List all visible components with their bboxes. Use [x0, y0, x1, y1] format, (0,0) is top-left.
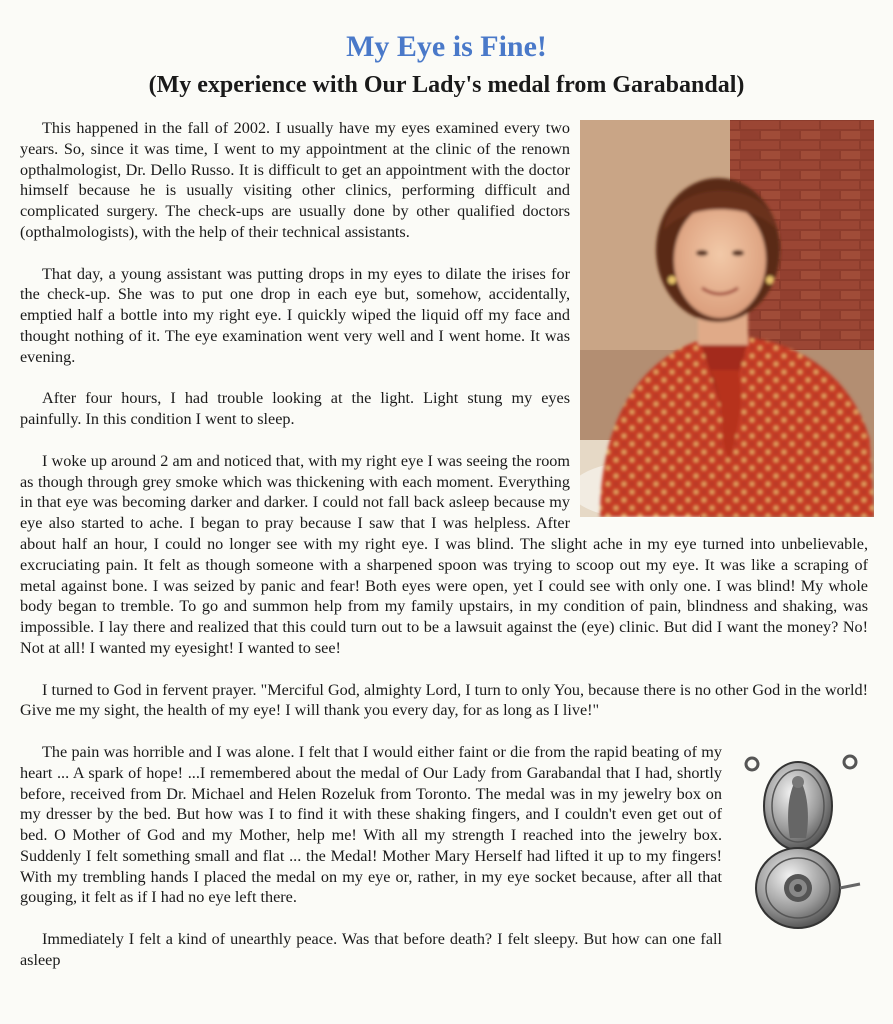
paragraph: This happened in the fall of 2002. I usually have my eyes examined every two years. So, since it was time, I went to my appointment at the clinic of the renown opthalmologist, Dr. Dello Russo. It is difficult to get an appointment with the doctor himself because he is usually visiting other clinics, performing difficult and complicated surgery. The check-ups are usually done by other qualified doctors (opthalmologists), with the help of their technical assistants. [20, 119, 570, 241]
page-subtitle: (My experience with Our Lady's medal from Garabandal) [148, 72, 745, 98]
paragraph: The pain was horrible and I was alone. I felt that I would either faint or die from the rapid beating of my heart ... A spark of hope! ...I remembered about the medal of Our Lady from Garabandal that I had, shortly before, received from Dr. Michael and Helen Rozeluk from Toronto. The medal was in my jewelry box on my dresser by the bed. But how was I to find it with these shaking fingers, and I couldn't even get out of bed. O Mother of God and my Mother, help me! With all my strength I reached into the jewelry box. Suddenly I felt something small and flat ... the Medal! Mother Mary Herself had lifted it up to my fingers! With my trembling hands I placed the medal on my eye or, rather, in my eye socket because, after all that gouging, it felt as if I had no eye left there. [20, 742, 722, 907]
page-title: My Eye is Fine! [346, 30, 547, 63]
portrait-illustration [580, 120, 874, 517]
paragraph: That day, a young assistant was putting drops in my eyes to dilate the irises for the check-up. She was to put one drop in each eye but, somehow, accidentally, emptied half a bottle into my right eye. I quickly wiped the liquid off my face and thought nothing of it. The eye examination went very well and I went home. It was evening. [20, 264, 570, 366]
medal-illustration [736, 748, 866, 938]
paragraph: After four hours, I had trouble looking at the light. Light stung my eyes painfully. In this condition I went to sleep. [20, 389, 570, 429]
paragraph: I turned to God in fervent prayer. "Merciful God, almighty Lord, I turn to only You, because there is no other God in the world! Give me my sight, the health of my eye! I will thank you every day, for as long as I live!" [20, 680, 868, 720]
paragraph: Immediately I felt a kind of unearthly peace. Was that before death? I felt sleepy. But how can one fall asleep [20, 930, 722, 969]
article-body [20, 118, 868, 991]
garabandal-medal-photo [736, 748, 866, 938]
paragraph: I woke up around 2 am and noticed that, with my right eye I was seeing the room as though through grey smoke which was thickening with each moment. Everything in that eye was becoming darker and darker. I could not fall back asleep because my eye also started to ache. I began to pray because I saw that I was helpless. After about half an hour, I could no longer see with my right eye. I was blind. The slight ache in my eye turned into unbelievable, excruciating pain. It felt as though someone with a sharpened spoon was trying to scoop out my eye. It was like a scraping of metal against bone. I was seized by panic and fear! Both eyes were open, yet I could see with only one. I was blind! My whole body began to tremble. To go and summon help from my family upstairs, in my condition of pain, blindness and shaking, was impossible. I lay there and realized that this could turn out to be a lawsuit against the (eye) clinic. But did I want the money? No! Not at all! I wanted my eyesight! I wanted to see! [20, 451, 868, 657]
woman-portrait-photo [580, 120, 874, 517]
